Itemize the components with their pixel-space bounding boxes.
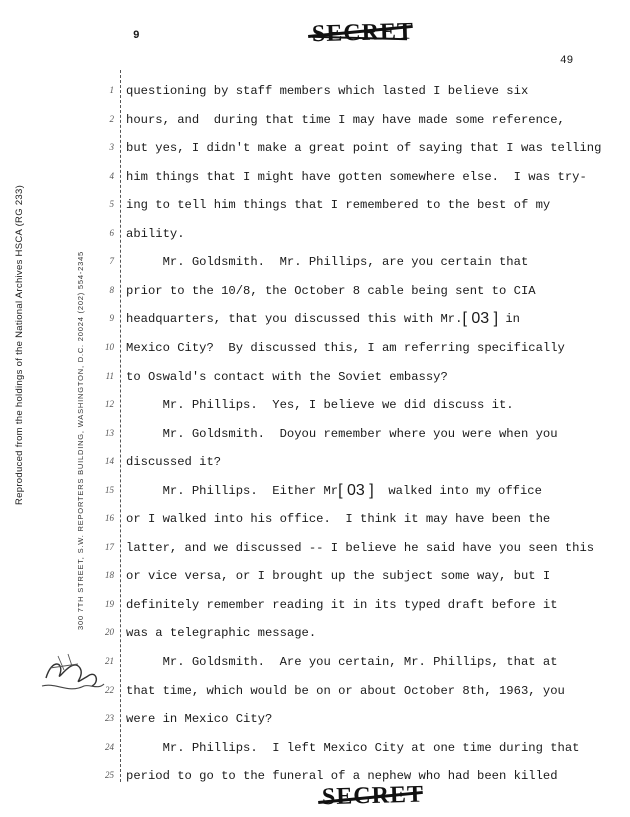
transcript-line-text: questioning by staff members which lasted I believe six	[126, 84, 529, 98]
transcript-line	[126, 170, 587, 184]
handwritten-scribble-icon	[38, 648, 108, 698]
line-number: 18	[105, 570, 114, 581]
transcript-line	[126, 684, 565, 698]
transcript-line-text: Mr. Goldsmith. Are you certain, Mr. Phillips, that at	[126, 655, 558, 669]
transcript-line-text: or vice versa, or I brought up the subject some way, but I	[126, 569, 551, 584]
line-number: 2	[109, 113, 114, 124]
transcript-line-text: Mr. Phillips. Yes, I believe we did discuss it.	[126, 398, 514, 413]
transcript-line-text: prior to the 10/8, the October 8 cable being sent to CIA	[126, 283, 536, 298]
line-number: 25	[105, 770, 114, 781]
transcript-line-text: latter, and we discussed -- I believe he said have you seen this	[126, 540, 595, 555]
line-number: 8	[109, 284, 114, 295]
transcript-line-text: definitely remember reading it in its typed draft before it	[126, 597, 558, 612]
line-number: 11	[105, 370, 114, 381]
line-number: 9	[109, 313, 114, 324]
transcript-line-text: discussed it?	[126, 455, 222, 470]
transcript-line-text: headquarters, that you discussed this with Mr.	[126, 312, 463, 327]
transcript-line	[126, 398, 514, 412]
transcript-line	[126, 198, 550, 212]
secret-stamp-text: SECRET	[311, 18, 415, 48]
line-number: 21	[105, 656, 114, 666]
transcript-line	[126, 113, 565, 127]
reporter-address: 300 7TH STREET, S.W. REPORTERS BUILDING, WASHINGTON, D.C. 20024 (202) 554-2345	[76, 250, 85, 630]
transcript-line-text: Mr. Phillips. Either Mr	[126, 483, 339, 498]
page-number-left: 9	[133, 30, 140, 42]
transcript-line-text: Mexico City? By discussed this, I am referring specifically	[126, 340, 565, 355]
margin-rule	[120, 70, 121, 782]
redaction-marker: [ 03 ]	[462, 310, 499, 328]
transcript-line	[126, 341, 565, 355]
transcript-line-text: were in Mexico City?	[126, 712, 273, 727]
transcript-line-text: Mr. Goldsmith. Doyou remember where you were when you	[126, 426, 558, 441]
line-number: 17	[105, 541, 114, 552]
transcript-line-text: Mr. Goldsmith. Mr. Phillips, are you certain that	[126, 255, 529, 270]
line-number: 14	[105, 456, 114, 467]
transcript-line	[126, 284, 536, 298]
line-number: 12	[105, 399, 114, 410]
line-number: 13	[105, 427, 114, 438]
transcript-line	[126, 741, 579, 755]
transcript-line-text: was a telegraphic message.	[126, 626, 317, 641]
transcript-line-text: him things that I might have gotten somewhere else. I was try-	[126, 169, 587, 184]
archive-note: Reproduced from the holdings of the National Archives HSCA (RG 233)	[14, 184, 25, 505]
transcript-line-text: Mr. Phillips. I left Mexico City at one time during that	[126, 740, 580, 755]
line-number: 16	[105, 513, 114, 524]
transcript-line-text: period to go to the funeral of a nephew who had been killed	[126, 769, 558, 784]
line-number: 7	[109, 256, 114, 267]
transcript-line	[126, 312, 520, 326]
transcript-line	[126, 255, 528, 269]
line-number: 10	[105, 341, 114, 352]
transcript-line	[126, 541, 594, 555]
line-number: 1	[109, 85, 114, 95]
transcript-line	[126, 569, 550, 583]
line-number: 22	[105, 684, 114, 695]
transcript-line	[126, 84, 528, 98]
transcript-line-text: ability.	[126, 226, 185, 241]
transcript-line-text: ing to tell him things that I remembered to the best of my	[126, 198, 551, 213]
line-number: 24	[105, 741, 114, 752]
line-number: 4	[109, 170, 114, 181]
line-number: 15	[105, 484, 114, 495]
transcript-line-text: walked into my office	[373, 483, 542, 498]
line-number: 23	[105, 713, 114, 724]
transcript-line-text: in	[498, 312, 520, 327]
page-number-right: 49	[560, 55, 574, 67]
transcript-line-text: but yes, I didn't make a great point of saying that I was telling	[126, 141, 602, 156]
line-number: 19	[105, 598, 114, 609]
transcript-line-text: hours, and during that time I may have made some reference,	[126, 112, 565, 127]
transcript-line-text: to Oswald's contact with the Soviet embassy?	[126, 369, 448, 384]
redaction-marker: [ 03 ]	[338, 481, 374, 499]
transcript-line	[126, 227, 185, 241]
transcript-line	[126, 141, 601, 155]
secret-stamp-top	[311, 18, 415, 51]
transcript-line	[126, 655, 558, 669]
line-number: 5	[109, 199, 114, 210]
secret-stamp-bottom	[321, 781, 425, 814]
line-number: 20	[105, 627, 114, 638]
transcript-line-text: or I walked into his office. I think it may have been the	[126, 512, 551, 527]
line-number: 6	[109, 227, 114, 238]
transcript-line	[126, 427, 558, 441]
transcript-line	[126, 512, 550, 526]
transcript-line	[126, 626, 316, 640]
transcript-line-text: that time, which would be on or about October 8th, 1963, you	[126, 683, 565, 698]
line-number: 3	[109, 142, 114, 153]
transcript-line	[126, 598, 558, 612]
transcript-line	[126, 370, 448, 384]
transcript-line	[126, 769, 558, 783]
transcript-line	[126, 712, 272, 726]
transcript-line	[126, 481, 542, 499]
secret-stamp-text: SECRET	[321, 781, 425, 811]
transcript-line	[126, 455, 221, 469]
